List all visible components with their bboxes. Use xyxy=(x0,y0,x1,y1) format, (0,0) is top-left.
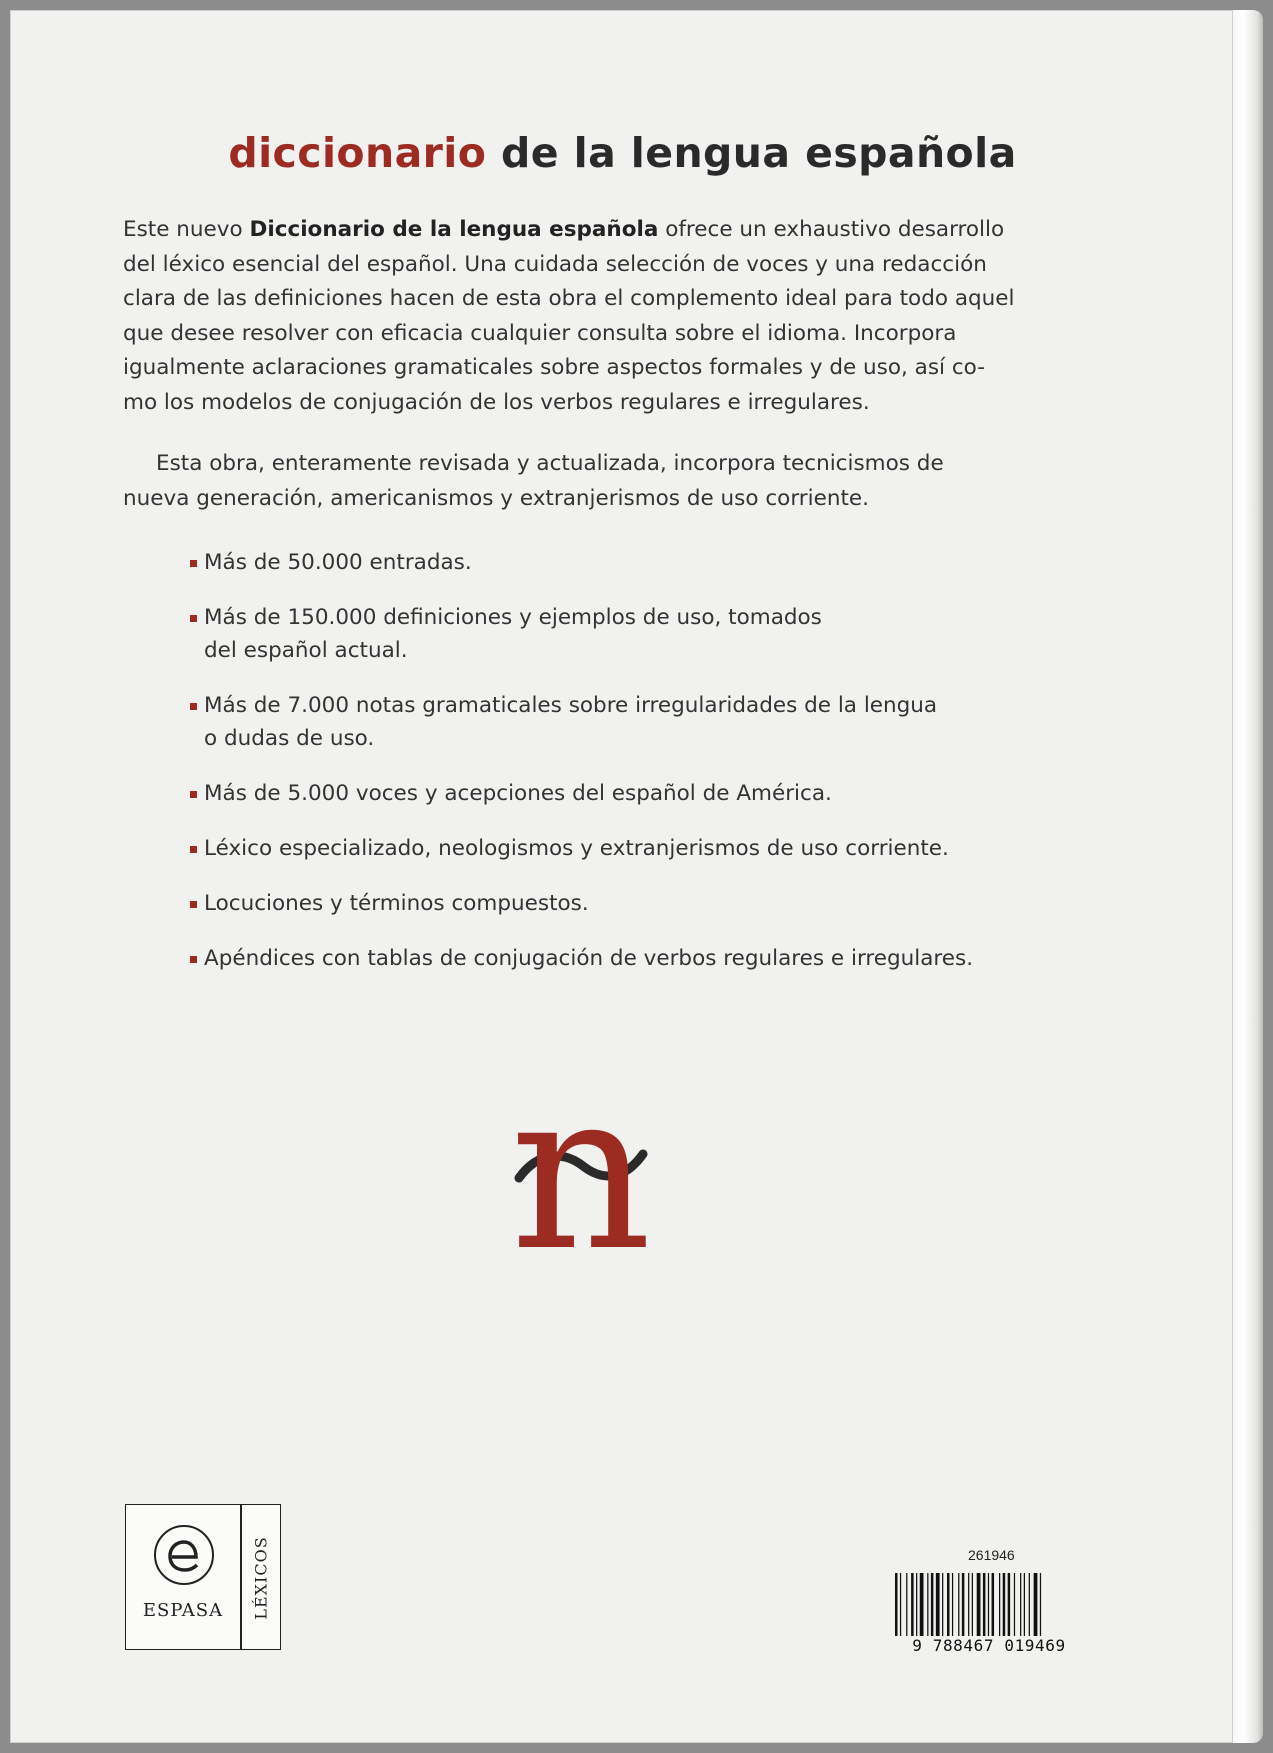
collection-label xyxy=(242,1505,280,1651)
intro-line xyxy=(123,248,1123,283)
intro-line xyxy=(123,317,1123,352)
feature-item-text: o dudas de uso. xyxy=(204,726,375,751)
espasa-e-logo-icon xyxy=(152,1523,216,1587)
publisher-logo xyxy=(125,1504,281,1650)
feature-item-text: Apéndices con tablas de conjugación de verbos regulares e irregulares. xyxy=(204,946,974,971)
intro-line-text: clara de las definiciones hacen de esta obra el complemento ideal para todo aquel xyxy=(123,286,1015,311)
paragraph-line: Esta obra, enteramente revisada y actualizada, incorpora tecnicismos de xyxy=(156,451,944,476)
isbn-number: 9 788467 019469 xyxy=(891,1636,1087,1655)
product-code: 261946 xyxy=(968,1547,1015,1563)
title-accent: diccionario xyxy=(228,129,487,177)
feature-list xyxy=(204,546,973,975)
square-bullet-icon xyxy=(190,615,197,622)
feature-item-text: Más de 7.000 notas gramaticales sobre irregularidades de la lengua xyxy=(204,693,938,718)
square-bullet-icon xyxy=(190,901,197,908)
square-bullet-icon xyxy=(190,703,197,710)
square-bullet-icon xyxy=(190,560,197,567)
intro-paragraph xyxy=(123,213,1123,420)
feature-item xyxy=(204,887,973,920)
intro-line-text: Este nuevo xyxy=(123,217,250,242)
title-rest: de la lengua española xyxy=(500,129,1017,177)
collection-name: LÉXICOS xyxy=(251,1536,271,1620)
feature-item-text: Más de 150.000 definiciones y ejemplos de uso, tomados xyxy=(204,605,822,630)
square-bullet-icon xyxy=(190,956,197,963)
feature-item xyxy=(204,601,973,667)
page-title xyxy=(11,129,1234,177)
intro-line-text: ofrece un exhaustivo desarrollo xyxy=(658,217,1005,242)
intro-line-text: mo los modelos de conjugación de los verbos regulares e irregulares. xyxy=(123,389,870,415)
feature-item xyxy=(204,832,973,865)
intro-line-text: del léxico esencial del español. Una cuidada selección de voces y una redacción xyxy=(123,251,987,277)
paragraph-line: nueva generación, americanismos y extranjerismos de uso corriente. xyxy=(123,485,869,511)
square-bullet-icon xyxy=(190,791,197,798)
intro-line xyxy=(123,213,1123,248)
book-title-bold: Diccionario de la lengua española xyxy=(249,217,659,242)
feature-item-text: del español actual. xyxy=(204,638,408,663)
feature-item xyxy=(204,546,973,579)
emblem-letter: n xyxy=(510,1043,652,1299)
square-bullet-icon xyxy=(190,846,197,853)
feature-item-text: Locuciones y términos compuestos. xyxy=(204,891,589,916)
back-cover xyxy=(10,10,1233,1743)
intro-line xyxy=(123,282,1123,317)
book-spine-edge xyxy=(1233,10,1263,1743)
feature-item-text: Léxico especializado, neologismos y extranjerismos de uso corriente. xyxy=(204,836,949,861)
feature-item xyxy=(204,689,973,755)
feature-item xyxy=(204,777,973,810)
feature-item-text: Más de 5.000 voces y acepciones del español de América. xyxy=(204,781,832,806)
second-paragraph xyxy=(123,447,1123,516)
publisher-name: ESPASA xyxy=(142,1600,224,1621)
feature-item-text: Más de 50.000 entradas. xyxy=(204,550,472,575)
feature-item xyxy=(204,942,973,975)
intro-line-text: que desee resolver con eficacia cualquier consulta sobre el idioma. Incorpora xyxy=(123,320,957,346)
intro-line-text: igualmente aclaraciones gramaticales sobre aspectos formales y de uso, así co- xyxy=(123,355,985,380)
intro-line xyxy=(123,351,1123,386)
intro-line xyxy=(123,386,1123,421)
barcode-icon xyxy=(891,1567,1087,1677)
